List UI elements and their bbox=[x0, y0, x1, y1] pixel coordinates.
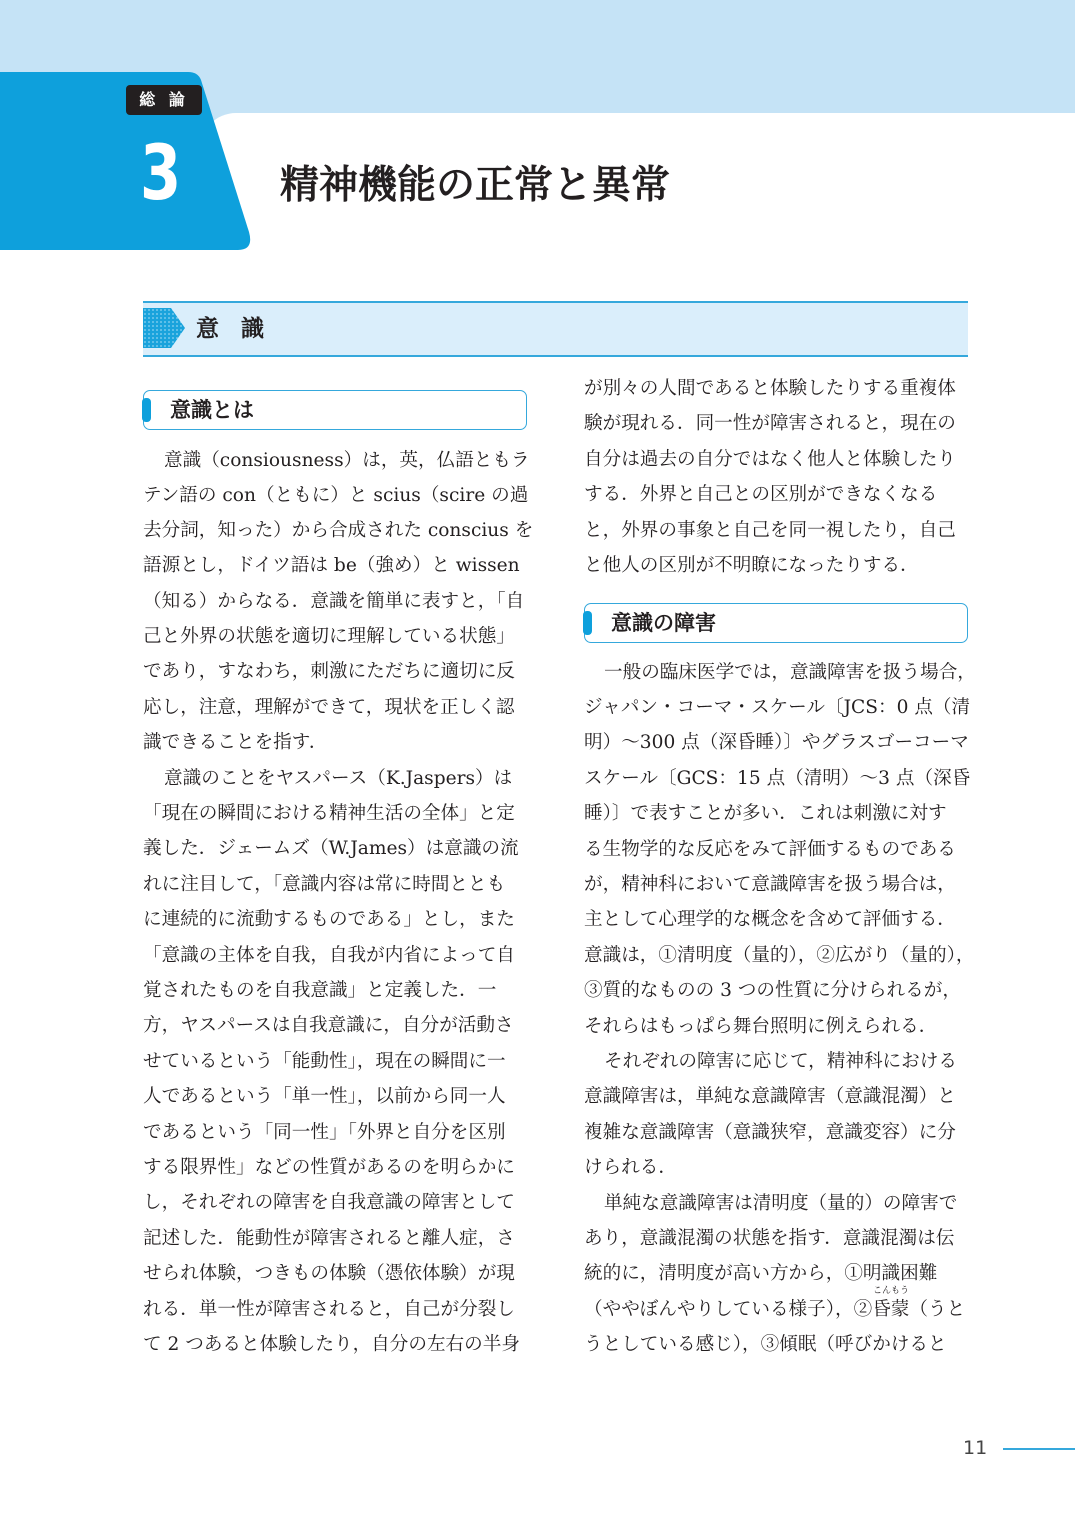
subheading-box-right bbox=[584, 603, 968, 643]
text-line: 記述した．能動性が障害されると離人症，さ bbox=[143, 1228, 515, 1249]
text-line: れに注目して，「意識内容は常に時間ととも bbox=[143, 874, 506, 895]
text-line: ジャパン・コーマ・スケール〔JCS：0 点（清 bbox=[584, 697, 971, 718]
subheading-right: 意識の障害 bbox=[611, 611, 716, 635]
text-line: 複雑な意識障害（意識狭窄，意識変容）に分 bbox=[584, 1122, 956, 1143]
text-line: が，精神科において意識障害を扱う場合は， bbox=[584, 874, 956, 895]
text-line: 意識は，①清明度（量的），②広がり（量的）， bbox=[584, 945, 975, 966]
text-line: 単純な意識障害は清明度（量的）の障害で bbox=[604, 1193, 958, 1214]
text-line: 意識障害は，単純な意識障害（意識混濁）と bbox=[584, 1086, 956, 1107]
text-line: 応し，注意，理解ができて，現状を正しく認 bbox=[143, 697, 515, 718]
text-line: せているという「能動性」，現在の瞬間に一 bbox=[143, 1051, 506, 1072]
text-line: うとしている感じ），③傾眠（呼びかけると bbox=[584, 1334, 947, 1355]
text-line: 一般の臨床医学では，意識障害を扱う場合， bbox=[604, 662, 976, 683]
dotted-arrow-icon bbox=[143, 308, 185, 348]
chapter-tab-shape bbox=[0, 0, 260, 252]
text-line: 統的に，清明度が高い方から，①明識困難 bbox=[584, 1263, 938, 1284]
subheading-box-left bbox=[143, 390, 527, 430]
text-line: 睡）〕で表すことが多い．これは刺激に対す bbox=[584, 803, 947, 824]
chapter-title: 精神機能の正常と異常 bbox=[280, 163, 671, 208]
chapter-number: 3 bbox=[140, 128, 182, 217]
text-line: けられる． bbox=[584, 1157, 677, 1178]
text-line: 自分は過去の自分ではなく他人と体験したり bbox=[584, 449, 956, 470]
section-title: 意識 bbox=[196, 316, 286, 342]
text-line: 人であるという「単一性」，以前から同一人 bbox=[143, 1086, 506, 1107]
text-line: それらはもっぱら舞台照明に例えられる． bbox=[584, 1016, 938, 1037]
text-line: 覚されたものを自我意識」と定義した．一 bbox=[143, 980, 497, 1001]
text-line: する限界性」などの性質があるのを明らかに bbox=[143, 1157, 515, 1178]
text-line: スケール〔GCS：15 点（清明）〜3 点（深昏 bbox=[584, 768, 971, 789]
text-line: 去分詞，知った）から合成された conscius を bbox=[143, 520, 534, 541]
text-line: テン語の con（ともに）と scius（scire の過 bbox=[143, 485, 529, 506]
subheading-marker bbox=[583, 611, 592, 635]
page-number: 11 bbox=[963, 1437, 988, 1459]
text-line: と，外界の事象と自己を同一視したり，自己 bbox=[584, 520, 956, 541]
footer-rule bbox=[1003, 1448, 1075, 1450]
text-line: と他人の区別が不明瞭になったりする． bbox=[584, 555, 919, 576]
text-line: 義した．ジェームズ（W.James）は意識の流 bbox=[143, 838, 519, 859]
text-line: 識できることを指す． bbox=[143, 732, 328, 753]
text-line: が別々の人間であると体験したりする重複体 bbox=[584, 378, 956, 399]
part-label: 総 論 bbox=[126, 85, 202, 115]
text-line: 意識のことをヤスパース（K.Jaspers）は bbox=[164, 768, 513, 789]
text-line: れる．単一性が障害されると，自己が分裂し bbox=[143, 1299, 515, 1320]
text-line: 験が現れる．同一性が障害されると，現在の bbox=[584, 413, 956, 434]
text-line: 明）〜300 点（深昏睡）〕やグラスゴーコーマ bbox=[584, 732, 969, 753]
text-line: に連続的に流動するものである」とし，また bbox=[143, 909, 515, 930]
text-line: 主として心理学的な概念を含めて評価する． bbox=[584, 909, 956, 930]
text-line: （知る）からなる．意識を簡単に表すと，「自 bbox=[143, 591, 525, 612]
text-line: せられ体験，つきもの体験（憑依体験）が現 bbox=[143, 1263, 515, 1284]
text-line: 「現在の瞬間における精神生活の全体」と定 bbox=[143, 803, 515, 824]
text-line: ③質的なものの 3 つの性質に分けられるが， bbox=[584, 980, 961, 1001]
text-line: し，それぞれの障害を自我意識の障害として bbox=[143, 1192, 515, 1213]
text-line: て 2 つあると体験したり，自分の左右の半身 bbox=[143, 1334, 520, 1355]
text-line: であるという「同一性」「外界と自分を区別 bbox=[143, 1122, 506, 1143]
subheading-marker bbox=[142, 398, 151, 422]
text-line: あり，意識混濁の状態を指す．意識混濁は伝 bbox=[584, 1228, 955, 1249]
text-line: （ややぼんやりしている様子），②昏蒙（うと bbox=[584, 1299, 966, 1320]
subheading-left: 意識とは bbox=[170, 398, 254, 422]
text-line: る生物学的な反応をみて評価するものである bbox=[584, 839, 956, 860]
text-line: それぞれの障害に応じて，精神科における bbox=[604, 1051, 957, 1072]
text-line: であり，すなわち，刺激にただちに適切に反 bbox=[143, 661, 515, 682]
text-line: 方，ヤスパースは自我意識に，自分が活動さ bbox=[143, 1015, 514, 1036]
text-line: 語源とし，ドイツ語は be（強め）と wissen bbox=[143, 555, 520, 576]
text-line: 意識（consiousness）は，英，仏語ともラ bbox=[164, 450, 530, 471]
ruby-annotation: こんもう bbox=[873, 1286, 910, 1296]
text-line: 己と外界の状態を適切に理解している状態」 bbox=[143, 626, 515, 647]
text-line: する．外界と自己との区別ができなくなる bbox=[584, 484, 938, 505]
text-line: 「意識の主体を自我，自我が内省によって自 bbox=[143, 945, 515, 966]
